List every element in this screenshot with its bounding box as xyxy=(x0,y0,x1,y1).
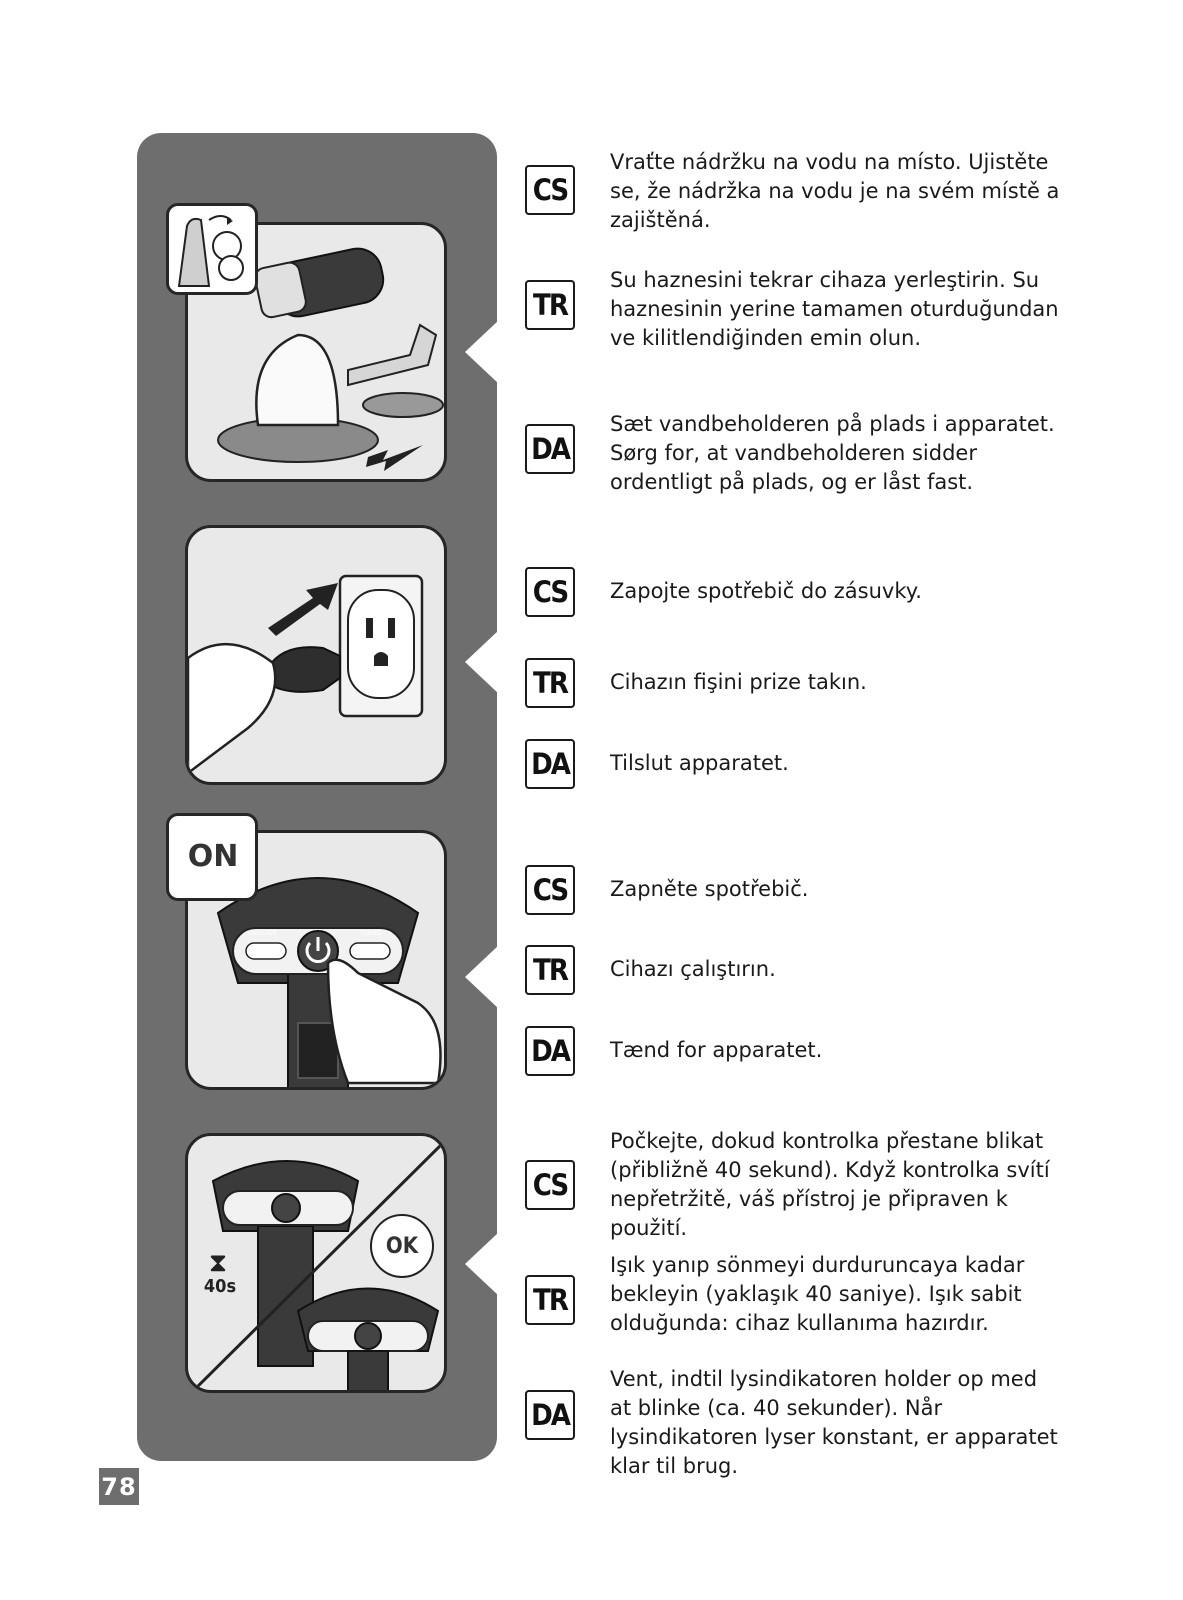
instruction-text-da: Tænd for apparatet. xyxy=(610,1038,823,1062)
instruction-text-da: Tilslut apparatet. xyxy=(610,751,789,775)
delicate-label: DELICATE xyxy=(248,930,277,937)
instruction-text-cs: Zapojte spotřebič do zásuvky. xyxy=(610,579,922,603)
pointer-notch xyxy=(465,1232,499,1296)
lang-code-cs: CS xyxy=(525,567,575,617)
instruction-text-tr: Su haznesini tekrar cihaza yerleştirin. Su haznesinin yerine tamamen oturduğundan ve kilitlendiğinden emin olun. xyxy=(610,268,1059,350)
instruction-text-cs: Vraťte nádržku na vodu na místo. Ujistěte se, že nádržka na vodu je na svém místě a zajištěná. xyxy=(610,150,1060,232)
instruction-text-cs: Počkejte, dokud kontrolka přestane blikat (přibližně 40 sekund). Když kontrolka svítí nepřetržitě, váš přístroj je připraven k použití. xyxy=(610,1129,1050,1240)
lang-code-cs: CS xyxy=(525,1160,575,1210)
pointer-notch xyxy=(465,320,499,384)
instruction-text-da: Vent, indtil lysindikatoren holder op med at blinke (ca. 40 sekunder). Når lysindikatoren lyser konstant, er apparatet klar til brug. xyxy=(610,1367,1058,1478)
lang-code-da: DA xyxy=(525,1026,575,1076)
illustration-plug-socket xyxy=(185,525,447,785)
svg-text:⧗: ⧗ xyxy=(208,1248,228,1278)
timer-label: 40s xyxy=(203,1276,237,1297)
lang-code-da: DA xyxy=(525,1390,575,1440)
instruction-text-da: Sæt vandbeholderen på plads i apparatet. Sørg for, at vandbeholderen sidder ordentligt på plads, og er låst fast. xyxy=(610,412,1055,494)
instruction-text-tr: Cihazı çalıştırın. xyxy=(610,957,776,981)
on-label: ON xyxy=(187,838,239,874)
instruction-text-tr: Işık yanıp sönmeyi durduruncaya kadar bekleyin (yaklaşık 40 saniye). Işık sabit olduğunda: cihaz kullanıma hazırdır. xyxy=(610,1253,1025,1335)
lang-code-tr: TR xyxy=(525,280,575,330)
instruction-text-cs: Zapněte spotřebič. xyxy=(610,877,809,901)
pointer-notch xyxy=(465,945,499,1009)
lang-code-cs: CS xyxy=(525,165,575,215)
pointer-notch xyxy=(465,630,499,694)
instruction-text-tr: Cihazın fişini prize takın. xyxy=(610,670,867,694)
lang-code-tr: TR xyxy=(525,945,575,995)
inset-detail-image xyxy=(166,203,258,295)
ok-badge: OK xyxy=(370,1214,434,1278)
page-number: 78 xyxy=(99,1468,139,1505)
lang-code-da: DA xyxy=(525,424,575,474)
lang-code-da: DA xyxy=(525,739,575,789)
turbo-label: TURBO xyxy=(360,930,381,937)
lang-code-tr: TR xyxy=(525,658,575,708)
lang-code-tr: TR xyxy=(525,1275,575,1325)
lang-code-cs: CS xyxy=(525,865,575,915)
